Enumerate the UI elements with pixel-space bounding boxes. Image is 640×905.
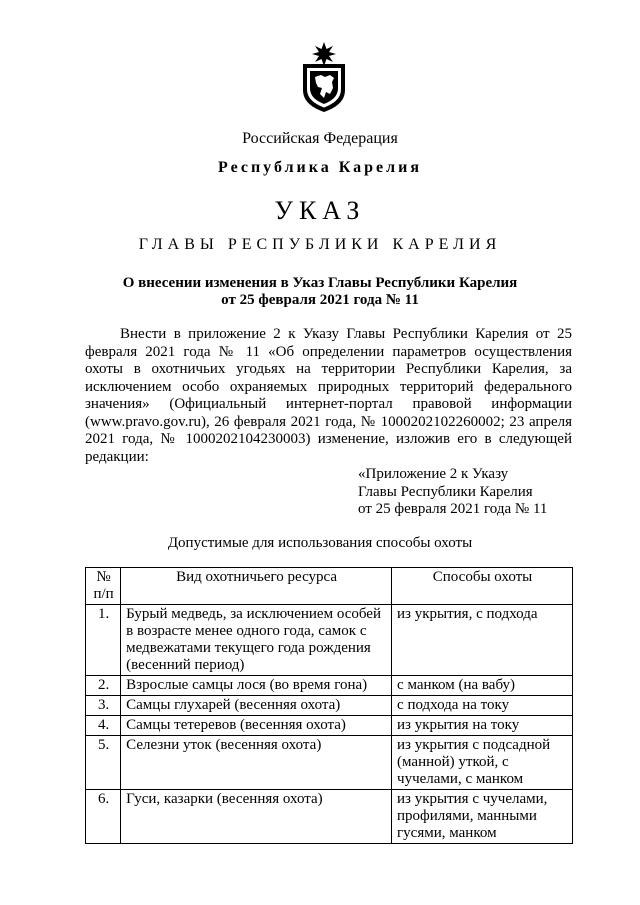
row-methods: из укрытия на току	[392, 716, 573, 736]
row-methods: с подхода на току	[392, 696, 573, 716]
republic-name: Республика Карелия	[218, 159, 422, 176]
table-row	[86, 736, 573, 790]
table-row	[86, 605, 573, 676]
subject-line: О внесении изменения в Указ Главы Республики Карелия	[122, 275, 518, 291]
column-header-resource: Вид охотничьего ресурса	[121, 568, 392, 605]
appendix-line: от 25 февраля 2021 года № 11	[358, 501, 548, 517]
table-row	[86, 696, 573, 716]
row-methods: с манком (на вабу)	[392, 676, 573, 696]
issuer-title: ГЛАВЫ РЕСПУБЛИКИ КАРЕЛИЯ	[138, 236, 502, 253]
table-header-row	[86, 568, 573, 605]
table-caption: Допустимые для использования способы охоты	[167, 535, 473, 551]
row-resource: Самцы тетеревов (весенняя охота)	[121, 716, 392, 736]
row-resource: Взрослые самцы лося (во время гона)	[121, 676, 392, 696]
crown-star-icon	[312, 42, 336, 66]
table-row	[86, 716, 573, 736]
row-resource: Селезни уток (весенняя охота)	[121, 736, 392, 790]
table-row	[86, 790, 573, 844]
row-methods: из укрытия, с подхода	[392, 605, 573, 676]
country-name: Российская Федерация	[242, 130, 398, 147]
row-number: 5.	[86, 736, 121, 790]
row-number: 2.	[86, 676, 121, 696]
hunting-methods-table	[85, 567, 573, 844]
row-resource: Бурый медведь, за исключением особей в возрасте менее одного года, самок с медвежатами текущего года рождения (весенний период)	[121, 605, 392, 676]
appendix-line: Главы Республики Карелия	[358, 483, 533, 500]
document-type: УКАЗ	[274, 196, 366, 225]
column-header-number: № п/п	[86, 568, 121, 605]
row-number: 4.	[86, 716, 121, 736]
column-header-methods: Способы охоты	[392, 568, 573, 605]
row-resource: Гуси, казарки (весенняя охота)	[121, 790, 392, 844]
row-number: 3.	[86, 696, 121, 716]
row-resource: Самцы глухарей (весенняя охота)	[121, 696, 392, 716]
appendix-line: «Приложение 2 к Указу	[358, 466, 509, 482]
table-row	[86, 676, 573, 696]
row-number: 6.	[86, 790, 121, 844]
subject-line: от 25 февраля 2021 года № 11	[221, 292, 419, 308]
row-methods: из укрытия с подсадной (манной) уткой, с чучелами, с манком	[392, 736, 573, 790]
appendix-reference	[358, 466, 547, 519]
document-subject	[0, 275, 640, 309]
body-paragraph: Внести в приложение 2 к Указу Главы Республики Карелия от 25 февраля 2021 года № 11 «Об определении параметров осуществления охоты в охотничьих угодьях на территории Республики Карелия, за исключением особо охраняемых природных территорий федерального значения» (Официальный интернет-портал правовой информации (www.pravo.gov.ru), 26 февраля 2021 года, № 1000202102260002; 23 апреля 2021 года, № 1000202104230003) изменение, изложив его в следующей редакции:	[85, 326, 572, 465]
row-methods: из укрытия с чучелами, профилями, манными гусями, манком	[392, 790, 573, 844]
row-number: 1.	[86, 605, 121, 676]
republic-of-karelia-emblem	[299, 42, 349, 112]
